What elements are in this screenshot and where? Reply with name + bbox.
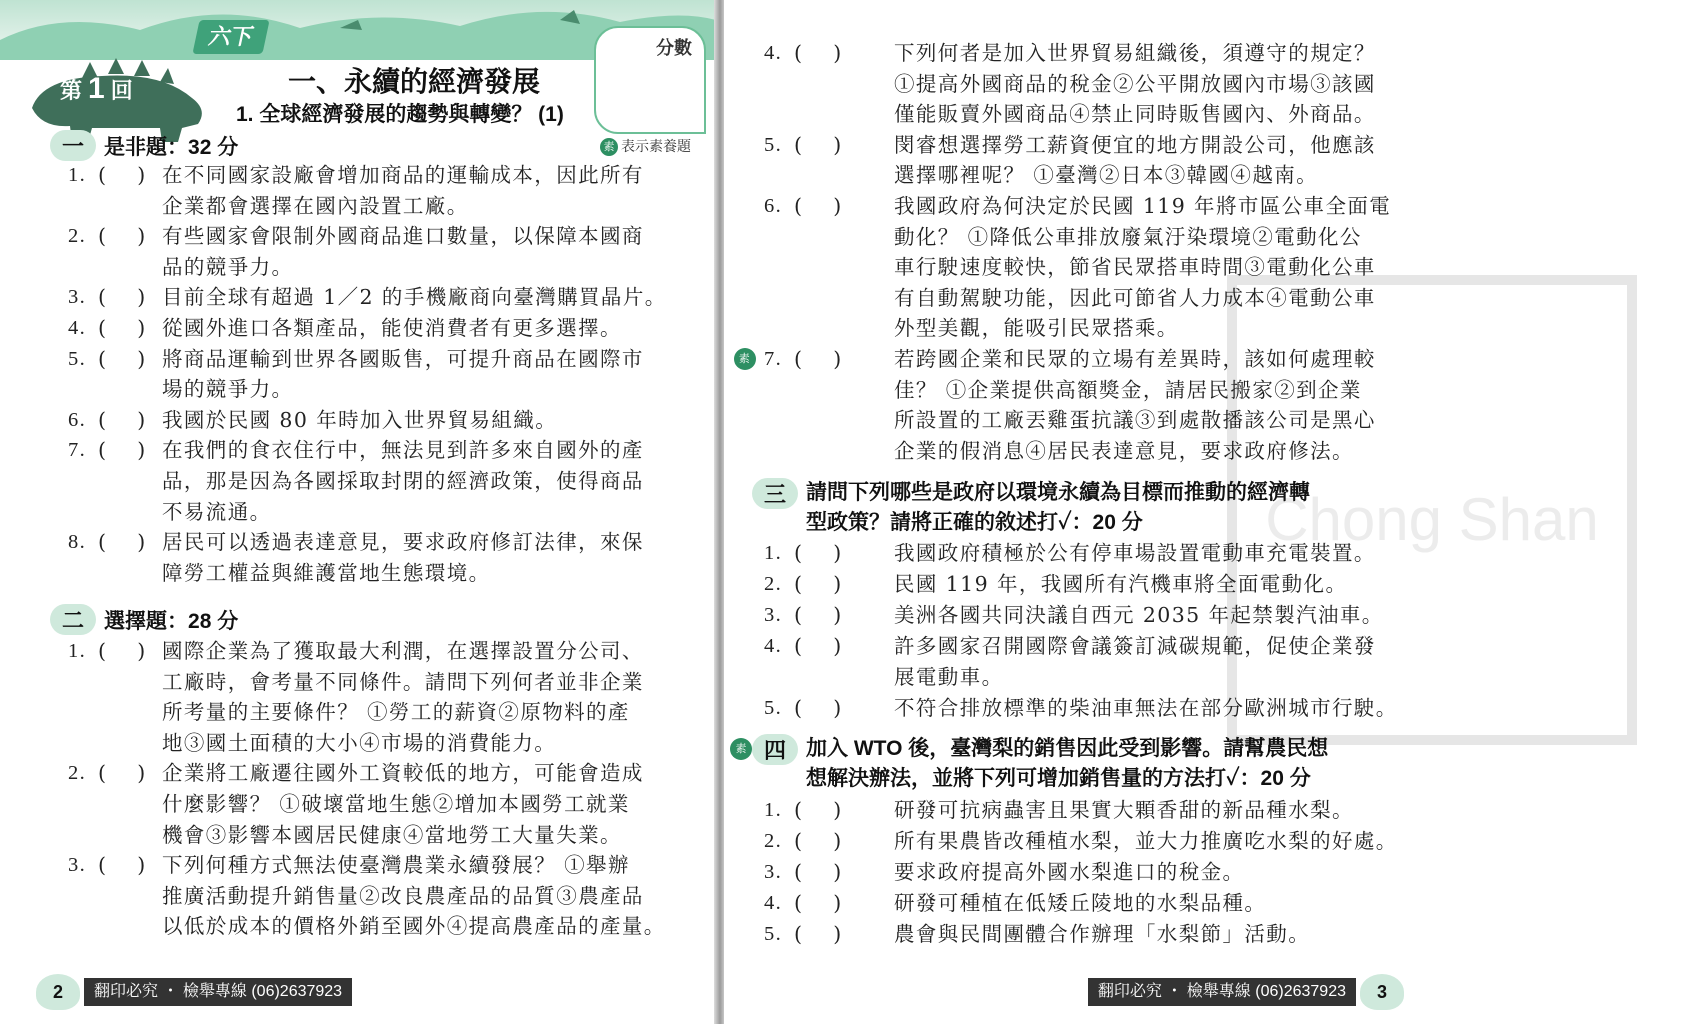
- question-number: 2.: [764, 830, 783, 852]
- section-3-header: [752, 478, 1310, 538]
- lesson-title: 1. 全球經濟發展的趨勢與轉變？ (1): [236, 103, 564, 126]
- question-text-line: ①提高外國商品的稅金②公平開放國內市場③該國: [894, 71, 1376, 96]
- question-text-line: 研發可種植在低矮丘陵地的水梨品種。: [894, 891, 1267, 915]
- answer-blank[interactable]: ( ): [98, 285, 147, 310]
- section-4-title-line-1: 加入 WTO 後，臺灣梨的銷售因此受到影響。請幫農民想: [806, 737, 1329, 760]
- question-text-line: 我國政府為何決定於民國 119 年將市區公車全面電: [894, 194, 1392, 218]
- question-text-line: 佳？ ①企業提供高額獎金，請居民搬家②到企業: [894, 377, 1362, 402]
- question-number: 3.: [68, 286, 87, 309]
- question-item: [68, 221, 748, 282]
- question-text-line: 所有果農皆改種植水梨，並大力推廣吃水梨的好處。: [894, 829, 1398, 853]
- question-text-line: 所考量的主要條件？ ①勞工的薪資②原物料的產: [162, 700, 630, 725]
- question-item: [68, 527, 748, 588]
- question-text: [162, 636, 644, 758]
- question-number: 2.: [68, 225, 87, 248]
- question-text-line: 下列何種方式無法使臺灣農業永續發展？ ①舉辦: [162, 853, 630, 878]
- answer-blank[interactable]: ( ): [794, 696, 843, 720]
- question-text-line: 工廠時，會考量不同條件。請問下列何者並非企業: [162, 669, 644, 694]
- question-number: 1.: [68, 164, 87, 186]
- left-page: [0, 0, 716, 1024]
- question-number: 3.: [764, 861, 783, 883]
- answer-blank[interactable]: ( ): [98, 530, 147, 555]
- question-text-line: 不符合排放標準的柴油車無法在部分歐洲城市行駛。: [894, 696, 1398, 720]
- question-text-line: 企業都會選擇在國內設置工廠。: [162, 193, 469, 218]
- question-text-line: 研發可抗病蟲害且果實大顆香甜的新品種水梨。: [894, 798, 1354, 822]
- question-text-line: 在不同國家設廠會增加商品的運輸成本，因此所有: [162, 163, 644, 187]
- question-text: [894, 538, 1376, 569]
- question-text: [162, 850, 666, 942]
- answer-blank[interactable]: ( ): [98, 224, 147, 249]
- round-prefix: 第: [60, 78, 83, 103]
- answer-blank[interactable]: ( ): [794, 572, 843, 596]
- question-number: 2.: [764, 573, 783, 595]
- question-text: [894, 130, 1376, 191]
- question-text: [894, 888, 1266, 919]
- question-text-line: 下列何者是加入世界貿易組織後，須遵守的規定？: [894, 41, 1376, 65]
- question-number: 3.: [68, 854, 87, 877]
- question-text-line: 國際企業為了獲取最大利潤，在選擇設置分公司、: [162, 639, 644, 663]
- question-text: [894, 38, 1376, 130]
- question-item: [764, 130, 1444, 191]
- question-item: [764, 919, 1444, 950]
- answer-blank[interactable]: ( ): [98, 407, 147, 432]
- question-number: 1.: [764, 542, 783, 564]
- round-number: 1: [88, 72, 105, 105]
- question-text: [894, 569, 1347, 600]
- question-text-line: 不易流通。: [162, 499, 272, 524]
- question-text-line: 居民可以透過表達意見，要求政府修訂法律，來保: [162, 530, 644, 555]
- answer-blank[interactable]: ( ): [98, 761, 147, 786]
- question-number: 6.: [764, 195, 783, 217]
- question-item: [764, 888, 1444, 919]
- literacy-note: [600, 136, 691, 156]
- question-text: [894, 919, 1310, 950]
- answer-blank[interactable]: ( ): [794, 603, 843, 627]
- section-4-header: [752, 734, 1328, 794]
- page-number-left: 2: [36, 974, 80, 1010]
- literacy-badge-icon: 素: [730, 738, 752, 760]
- question-number: 1.: [68, 640, 87, 662]
- answer-blank[interactable]: ( ): [794, 891, 843, 915]
- question-item: [738, 344, 1444, 466]
- question-text-line: 以低於成本的價格外銷至國外④提高農產品的產量。: [162, 914, 666, 939]
- section-1-title: 是非題：32 分: [104, 135, 239, 159]
- question-text: [162, 435, 644, 527]
- section-3-title: [806, 478, 1310, 538]
- question-text-line: 障勞工權益與維護當地生態環境。: [162, 560, 491, 585]
- answer-blank[interactable]: ( ): [794, 132, 843, 157]
- question-text-line: 展電動車。: [894, 665, 1004, 689]
- question-item: [68, 313, 748, 344]
- question-text-line: 地③國土面積的大小④市場的消費能力。: [162, 730, 557, 755]
- question-text: [894, 191, 1391, 344]
- answer-blank[interactable]: ( ): [98, 853, 147, 878]
- question-number: 5.: [764, 697, 783, 719]
- right-page: [724, 0, 1599, 1024]
- answer-blank[interactable]: ( ): [794, 194, 843, 218]
- question-text: [162, 344, 644, 405]
- answer-blank[interactable]: ( ): [794, 347, 843, 371]
- question-number: 5.: [764, 923, 783, 945]
- answer-blank[interactable]: ( ): [98, 639, 147, 663]
- question-text-line: 在我們的食衣住行中，無法見到許多來自國外的產: [162, 438, 644, 463]
- question-item: [764, 693, 1444, 724]
- question-text: [894, 344, 1376, 466]
- question-text-line: 許多國家召開國際會議簽訂減碳規範，促使企業發: [894, 634, 1376, 658]
- unit-title: 一、永續的經濟發展: [288, 66, 541, 97]
- question-text: [162, 313, 622, 344]
- question-item: [68, 160, 748, 221]
- answer-blank[interactable]: ( ): [794, 922, 843, 946]
- question-text: [162, 527, 644, 588]
- round-label: [60, 72, 133, 106]
- footer-notice-left: 翻印必究 ・ 檢舉專線 (06)2637923: [84, 978, 352, 1006]
- question-number: 4.: [764, 635, 783, 657]
- literacy-badge-icon: 素: [734, 348, 756, 370]
- question-number: 1.: [764, 799, 783, 821]
- question-number: 4.: [764, 892, 783, 914]
- question-text-line: 所設置的工廠丟雞蛋抗議③到處散播該公司是黑心: [894, 408, 1376, 433]
- question-text: [894, 857, 1244, 888]
- answer-blank[interactable]: ( ): [794, 829, 843, 853]
- answer-blank[interactable]: ( ): [794, 860, 843, 884]
- answer-blank[interactable]: ( ): [98, 163, 147, 187]
- literacy-badge-icon: 素: [600, 138, 618, 156]
- question-text-line: 企業的假消息④居民表達意見，要求政府修法。: [894, 438, 1354, 463]
- grade-tag: 六下: [192, 20, 269, 54]
- section-2-number: 二: [50, 604, 96, 635]
- question-item: [68, 850, 748, 942]
- question-text-line: 品，那是因為各國採取封閉的經濟政策，使得商品: [162, 468, 644, 493]
- question-item: [764, 857, 1444, 888]
- question-text-line: 閔睿想選擇勞工薪資便宜的地方開設公司，他應該: [894, 132, 1376, 157]
- question-item: [68, 435, 748, 527]
- question-text: [162, 758, 644, 850]
- question-text-line: 我國於民國 80 年時加入世界貿易組織。: [162, 407, 558, 432]
- question-number: 6.: [68, 408, 87, 431]
- answer-blank[interactable]: ( ): [794, 41, 843, 65]
- answer-blank[interactable]: ( ): [794, 798, 843, 822]
- section-2-title: 選擇題：28 分: [104, 609, 239, 633]
- score-label: 分數: [656, 38, 692, 58]
- question-text-line: 農會與民間團體合作辦理「水梨節」活動。: [894, 922, 1311, 946]
- question-number: 2.: [68, 762, 87, 785]
- question-text-line: 將商品運輸到世界各國販售，可提升商品在國際市: [162, 346, 644, 371]
- section-3-title-line-2: 型政策？請將正確的敘述打✓：20 分: [806, 511, 1143, 534]
- section-3-number: 三: [752, 478, 798, 509]
- answer-blank[interactable]: ( ): [98, 438, 147, 463]
- question-text-line: 企業將工廠遷往國外工資較低的地方，可能會造成: [162, 761, 644, 786]
- round-suffix: 回: [110, 78, 133, 103]
- question-text-line: 機會③影響本國居民健康④當地勞工大量失業。: [162, 822, 622, 847]
- question-item: [68, 344, 748, 405]
- question-number: 3.: [764, 604, 783, 626]
- section-1-number: 一: [50, 130, 96, 161]
- question-text: [162, 282, 667, 313]
- section-4-title-line-2: 想解決辦法，並將下列可增加銷售量的方法打✓：20 分: [806, 767, 1311, 790]
- question-text: [894, 795, 1354, 826]
- question-text-line: 車行駛速度較快，節省民眾搭車時間③電動化公車: [894, 255, 1376, 280]
- answer-blank[interactable]: ( ): [794, 541, 843, 565]
- question-item: [764, 38, 1444, 130]
- question-number: 4.: [764, 42, 783, 64]
- question-number: 4.: [68, 317, 87, 339]
- question-number: 7.: [68, 439, 87, 462]
- question-text-line: 目前全球有超過 1／2 的手機廠商向臺灣購買晶片。: [162, 285, 667, 310]
- svg-text:Chong Shan: Chong Shan: [1265, 486, 1599, 553]
- question-item: [764, 631, 1444, 693]
- question-text-line: 有自動駕駛功能，因此可節省人力成本④電動公車: [894, 285, 1376, 310]
- section-3-title-line-1: 請問下列哪些是政府以環境永續為目標而推動的經濟轉: [806, 481, 1311, 504]
- answer-blank[interactable]: ( ): [794, 634, 843, 658]
- question-text-line: 僅能販賣外國商品④禁止同時販售國內、外商品。: [894, 102, 1376, 127]
- question-text-line: 若跨國企業和民眾的立場有差異時，該如何處理較: [894, 347, 1376, 371]
- question-item: [764, 569, 1444, 600]
- question-text-line: 品的競爭力。: [162, 254, 294, 279]
- question-item: [68, 405, 748, 436]
- question-text: [162, 221, 644, 282]
- question-text: [894, 693, 1398, 724]
- question-number: 5.: [764, 133, 783, 156]
- section-1-header: [50, 130, 238, 161]
- question-number: 5.: [68, 347, 87, 370]
- question-text: [894, 826, 1398, 857]
- page-number-right: 3: [1360, 974, 1404, 1010]
- question-item: [764, 191, 1444, 344]
- footer-notice-right: 翻印必究 ・ 檢舉專線 (06)2637923: [1088, 978, 1356, 1006]
- question-item: [764, 600, 1444, 631]
- question-text: [162, 160, 644, 221]
- question-text-line: 動化？ ①降低公車排放廢氣汙染環境②電動化公: [894, 224, 1362, 249]
- answer-blank[interactable]: ( ): [98, 346, 147, 371]
- question-text-line: 民國 119 年，我國所有汽機車將全面電動化。: [894, 572, 1348, 596]
- question-text-line: 什麼影響？ ①破壞當地生態②增加本國勞工就業: [162, 791, 630, 816]
- question-text-line: 推廣活動提升銷售量②改良農產品的品質③農產品: [162, 883, 644, 908]
- question-text-line: 選擇哪裡呢？ ①臺灣②日本③韓國④越南。: [894, 163, 1319, 188]
- question-item: [764, 538, 1444, 569]
- question-text-line: 要求政府提高外國水梨進口的稅金。: [894, 860, 1245, 884]
- score-box: [594, 26, 706, 134]
- question-text-line: 美洲各國共同決議自西元 2035 年起禁製汽油車。: [894, 603, 1384, 627]
- question-item: [68, 636, 748, 758]
- section-4-title: [806, 734, 1328, 794]
- question-number: 8.: [68, 531, 87, 554]
- question-text-line: 從國外進口各類產品，能使消費者有更多選擇。: [162, 316, 622, 340]
- question-text-line: 我國政府積極於公有停車場設置電動車充電裝置。: [894, 541, 1376, 565]
- question-text: [162, 405, 557, 436]
- question-text-line: 有些國家會限制外國商品進口數量，以保障本國商: [162, 224, 644, 249]
- question-item: [68, 758, 748, 850]
- question-text-line: 場的競爭力。: [162, 377, 294, 402]
- question-text: [894, 600, 1384, 631]
- question-item: [68, 282, 748, 313]
- question-text-line: 外型美觀，能吸引民眾搭乘。: [894, 316, 1179, 341]
- question-number: 7.: [764, 348, 783, 370]
- answer-blank[interactable]: ( ): [98, 316, 147, 340]
- question-item: [764, 795, 1444, 826]
- question-text: [894, 631, 1376, 693]
- question-item: [764, 826, 1444, 857]
- literacy-note-text: 表示素養題: [621, 138, 691, 154]
- section-4-number: 四: [752, 734, 798, 765]
- section-2-header: [50, 604, 238, 635]
